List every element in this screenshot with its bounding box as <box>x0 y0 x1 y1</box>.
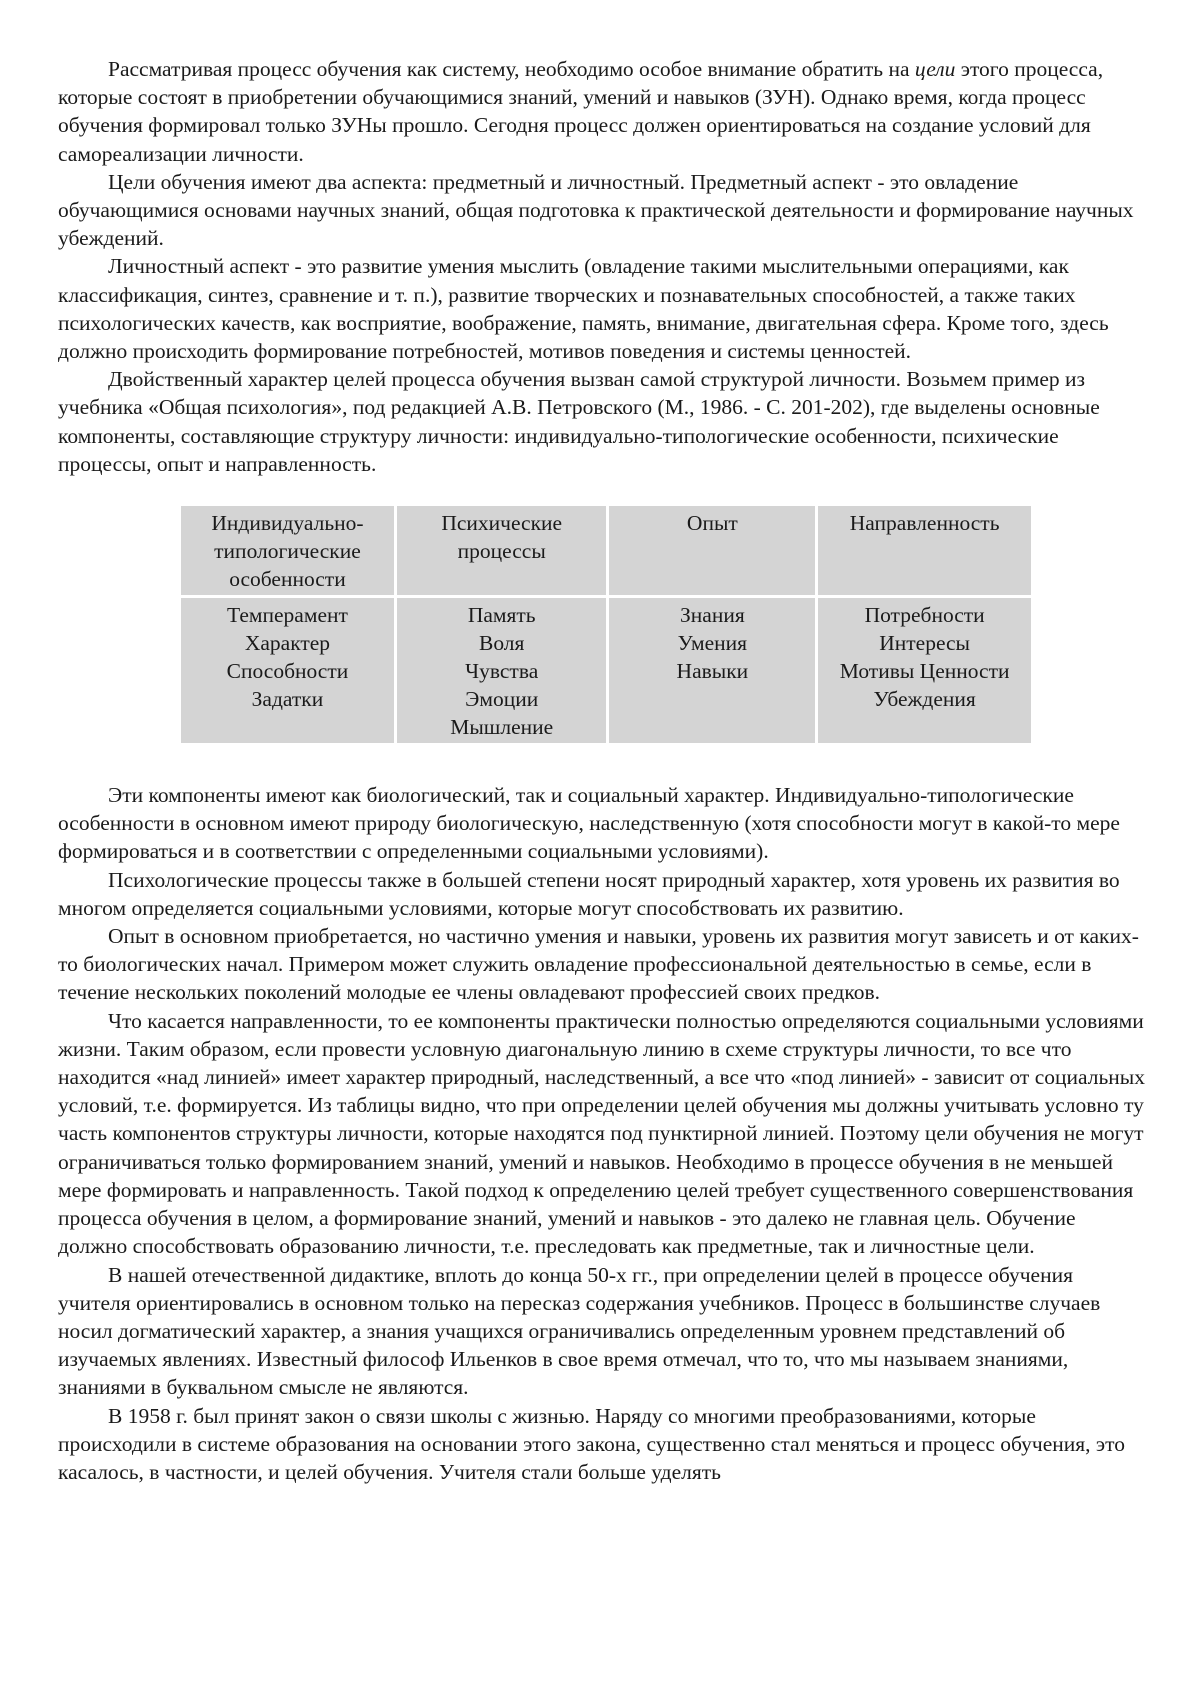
cell-individual-typological: Темперамент Характер Способности Задатки <box>181 598 394 743</box>
cell-orientation: Потребности Интересы Мотивы Ценности Убеждения <box>818 598 1031 743</box>
personality-structure-table-wrap <box>178 503 1034 746</box>
paragraph-personal-aspect: Личностный аспект - это развитие умения мыслить (овладение такими мыслительными операциями, как классификация, синтез, сравнение и т. п.), развитие творческих и познавательных способностей, а также таких психологических качеств, как восприятие, воображение, память, внимание, двигательная сфера. Кроме того, здесь должно происходить формирование потребностей, мотивов поведения и системы ценностей. <box>58 254 1109 364</box>
paragraph-experience: Опыт в основном приобретается, но частично умения и навыки, уровень их развития могут зависеть и от каких-то биологических начал. Примером может служить овладение профессиональной деятельностью в семье, если в течение нескольких поколений молодые ее члены овладевают профессией своих предков. <box>58 924 1139 1005</box>
paragraph-components-nature: Эти компоненты имеют как биологический, так и социальный характер. Индивидуально-типологические особенности в основном имеют природу биологическую, наследственную (хотя способности могут в какой-то мере формироваться и в соответствии с определенными социальными условиями). <box>58 783 1120 864</box>
paragraph-dual-character: Двойственный характер целей процесса обучения вызван самой структурой личности. Возьмем пример из учебника «Общая психология», под редакцией А.В. Петровского (М., 1986. - С. 201-202), где выделены основные компоненты, составляющие структуру личности: индивидуально-типологические особенности, психические процессы, опыт и направленность. <box>58 367 1100 476</box>
header-orientation: Направленность <box>818 506 1031 595</box>
personality-structure-table <box>178 503 1034 746</box>
header-mental-processes: Психические процессы <box>397 506 607 595</box>
table-header-row <box>181 506 1031 595</box>
paragraph-domestic-didactics: В нашей отечественной дидактике, вплоть до конца 50-х гг., при определении целей в процессе обучения учителя ориентировались в основном только на пересказ содержания учебников. Процесс в большинстве случаев носил догматический характер, а знания учащихся ограничивались определенным уровнем представлений об изучаемых явлениях. Известный философ Ильенков в свое время отмечал, что то, что мы называем знаниями, знаниями в буквальном смысле не являются. <box>58 1262 1101 1400</box>
paragraph-learning-goals: Рассматривая процесс обучения как систему, необходимо особое внимание обратить на цели этого процесса, которые состоят в приобретении обучающимися знаний, умений и навыков (ЗУН). Однако время, когда процесс обучения формировал только ЗУНы прошло. Сегодня процесс должен ориентироваться на создание условий для самореализации личности. <box>58 57 1104 166</box>
table-row <box>181 598 1031 743</box>
paragraph-law-1958: В 1958 г. был принят закон о связи школы с жизнью. Наряду со многими преобразованиями, которые происходили в системе образования на основании этого закона, существенно стал меняться и процесс обучения, это касалось, в частности, и целей обучения. Учителя стали больше уделять <box>58 1403 1126 1484</box>
cell-experience: Знания Умения Навыки <box>609 598 815 743</box>
header-experience: Опыт <box>609 506 815 595</box>
cell-mental-processes: Память Воля Чувства Эмоции Мышление <box>397 598 607 743</box>
paragraph-two-aspects: Цели обучения имеют два аспекта: предметный и личностный. Предметный аспект - это овладение обучающимися основами научных знаний, общая подготовка к практической деятельности и формирование научных убеждений. <box>58 169 1134 251</box>
emphasis-goals: цели <box>914 57 956 81</box>
header-individual-typological: Индивидуально- типологические особенности <box>181 506 394 595</box>
document-page <box>58 55 1150 1486</box>
paragraph-orientation: Что касается направленности, то ее компоненты практически полностью определяются социальными условиями жизни. Таким образом, если провести условную диагональную линию в схеме структуры личности, то все что находится «над линией» имеет характер природный, наследственный, а все что «под линией» - зависит от социальных условий, т.е. формируется. Из таблицы видно, что при определении целей обучения мы должны учитывать условно ту часть компонентов структуры личности, которые находятся под пунктирной линией. Поэтому цели обучения не могут ограничиваться только формированием знаний, умений и навыков. Необходимо в процессе обучения в не меньшей мере формировать и направленность. Такой подход к определению целей требует существенного совершенствования процесса обучения в целом, а формирование знаний, умений и навыков - это далеко не главная цель. Обучение должно способствовать образованию личности, т.е. преследовать как предметные, так и личностные цели. <box>58 1008 1145 1259</box>
paragraph-psychological-processes: Психологические процессы также в большей степени носят природный характер, хотя уровень их развития во многом определяется социальными условиями, которые могут способствовать их развитию. <box>58 867 1120 920</box>
